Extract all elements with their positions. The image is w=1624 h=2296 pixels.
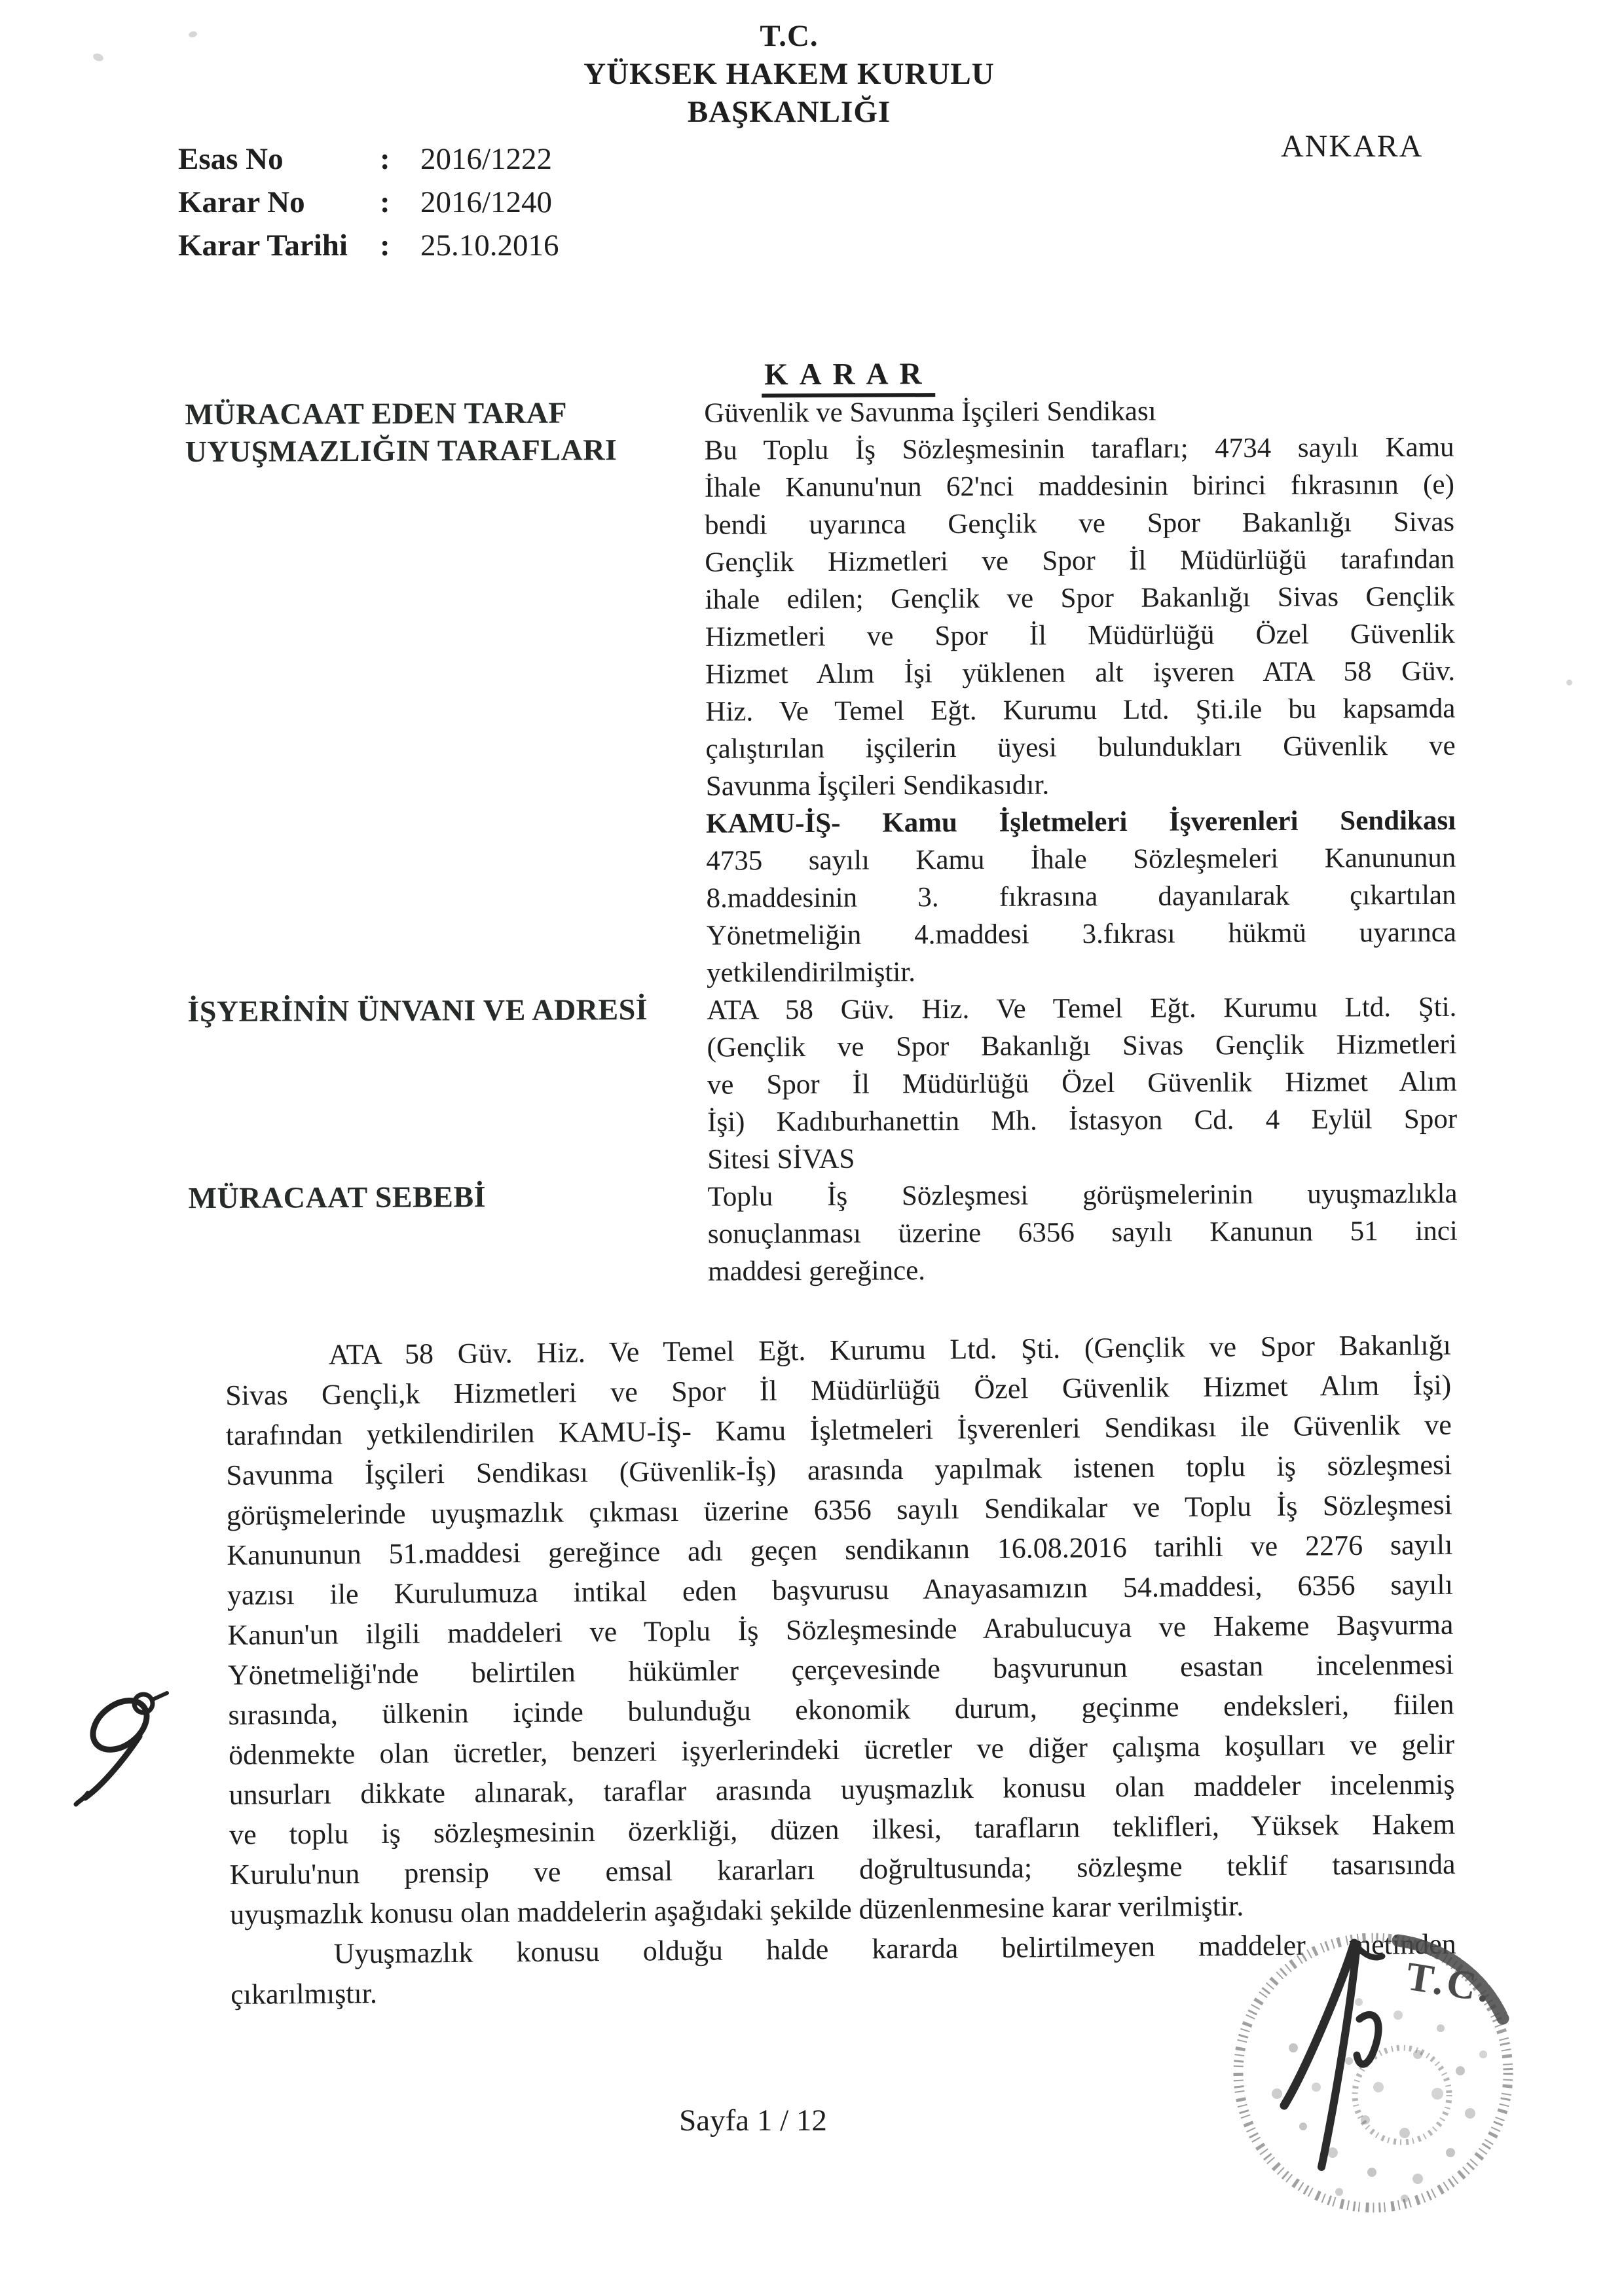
text-line: Hizmet Alım İşi yüklenen alt işveren ATA 58 Güv. bbox=[705, 655, 1456, 690]
letterhead-unit: BAŞKANLIĞI bbox=[687, 95, 891, 129]
case-separator: : bbox=[380, 142, 390, 176]
text-line: Toplu İş Sözleşmesi görüşmelerinin uyuşmazlıkla bbox=[707, 1178, 1458, 1212]
case-info-block bbox=[178, 137, 559, 267]
case-separator: : bbox=[380, 185, 390, 219]
text-line: uyuşmazlık konusu olan maddelerin aşağıdaki şekilde düzenlenmesine karar verilmiştir. bbox=[229, 1889, 1244, 1931]
case-label: Esas No bbox=[178, 142, 284, 176]
text-line: unsurları dikkate alınarak, taraflar arasında uyuşmazlık konusu olan maddeler incelenmiş bbox=[229, 1768, 1455, 1811]
text-line: ATA 58 Güv. Hiz. Ve Temel Eğt. Kurumu Ltd. Şti. bbox=[707, 991, 1457, 1026]
handwritten-paraph bbox=[52, 1650, 282, 1879]
signature-mark bbox=[1284, 1943, 1382, 2167]
case-info-row bbox=[178, 181, 559, 224]
text-line: çalıştırılan işçilerin üyesi bulundukları Güvenlik ve bbox=[705, 730, 1456, 765]
text-line: maddesi gereğince. bbox=[707, 1255, 926, 1287]
text-line: Sivas Gençli,k Hizmetleri ve Spor İl Müdürlüğü Özel Güvenlik Hizmet Alım İşi) bbox=[225, 1368, 1452, 1412]
karar-heading-row bbox=[704, 354, 1454, 395]
karar-heading: KARAR bbox=[762, 356, 936, 397]
text-line: görüşmelerinde uyuşmazlık çıkması üzerine 6356 sayılı Sendikalar ve Toplu İş Sözleşmesi bbox=[226, 1488, 1453, 1532]
case-info-row bbox=[178, 224, 559, 267]
section-label-muracaat-eden-taraf: MÜRACAAT EDEN TARAF bbox=[185, 395, 568, 431]
text-line: (Gençlik ve Spor Bakanlığı Sivas Gençlik Hizmetleri bbox=[707, 1029, 1457, 1063]
stamp-seal-icon bbox=[1208, 1897, 1549, 2238]
letterhead-tc: T.C. bbox=[760, 19, 819, 53]
text-line: Kanununun 51.maddesi gereğince adı geçen sendikanın 16.08.2016 tarihli ve 2276 sayılı bbox=[227, 1528, 1453, 1572]
text-line: ATA 58 Güv. Hiz. Ve Temel Eğt. Kurumu Ltd. Şti. (Gençlik ve Spor Bakanlığı bbox=[328, 1328, 1451, 1371]
text-line: 8.maddesinin 3. fıkrasına dayanılarak çıkartılan bbox=[706, 879, 1456, 914]
decision-section bbox=[0, 354, 1624, 1330]
text-line: KAMU-İŞ- Kamu İşletmeleri İşverenleri Sendikası bbox=[706, 805, 1456, 839]
text-line: yazısı ile Kurulumuza intikal eden başvurusu Anayasamızın 54.maddesi, 6356 sayılı bbox=[227, 1568, 1454, 1612]
text-line: ve Spor İl Müdürlüğü Özel Güvenlik Hizmet Alım bbox=[707, 1066, 1457, 1101]
city-label: ANKARA bbox=[1281, 129, 1424, 164]
text-line: Yönetmeliğin 4.maddesi 3.fıkrası hükmü uyarınca bbox=[706, 917, 1456, 951]
letterhead-organization: YÜKSEK HAKEM KURULU bbox=[583, 57, 995, 91]
section-label-isyerinin-unvani: İŞYERİNİN ÜNVANI VE ADRESİ bbox=[187, 993, 648, 1029]
decision-text-column bbox=[704, 354, 1458, 1290]
text-line: sırasında, ülkenin içinde bulunduğu ekonomik durum, geçinme endeksleri, fiilen bbox=[228, 1688, 1454, 1731]
text-line: yetkilendirilmiştir. bbox=[707, 957, 916, 989]
case-value: 2016/1240 bbox=[420, 185, 553, 219]
text-line: Uyuşmazlık konusu olduğu halde kararda belirtilmeyen maddeler metinden bbox=[333, 1927, 1456, 1970]
case-label: Karar Tarihi bbox=[178, 228, 348, 263]
case-value: 2016/1222 bbox=[420, 142, 553, 176]
text-line: 4735 sayılı Kamu İhale Sözleşmeleri Kanununun bbox=[706, 842, 1456, 877]
text-line: çıkarılmıştır. bbox=[231, 1977, 378, 2011]
text-line: Kanun'un ilgili maddeleri ve Toplu İş Sözleşmesinde Arabulucuya ve Hakeme Başvurma bbox=[227, 1608, 1454, 1652]
section-label-uyusmazligin-taraflari: UYUŞMAZLIĞIN TARAFLARI bbox=[185, 433, 618, 469]
text-line: Hiz. Ve Temel Eğt. Kurumu Ltd. Şti.ile bu kapsamda bbox=[705, 693, 1456, 727]
section-label-muracaat-sebebi: MÜRACAAT SEBEBİ bbox=[188, 1180, 487, 1215]
text-line: bendi uyarınca Gençlik ve Spor Bakanlığı Sivas bbox=[705, 506, 1455, 541]
text-line: Bu Toplu İş Sözleşmesinin tarafları; 4734 sayılı Kamu bbox=[704, 431, 1454, 466]
text-line: Savunma İşçileri Sendikasıdır. bbox=[705, 769, 1050, 802]
text-line: sonuçlanması üzerine 6356 sayılı Kanunun 51 inci bbox=[707, 1215, 1458, 1250]
text-line: Savunma İşçileri Sendikası (Güvenlik-İş) arasında yapılmak istenen toplu iş sözleşmesi bbox=[226, 1448, 1452, 1492]
text-line: Gençlik Hizmetleri ve Spor İl Müdürlüğü tarafından bbox=[705, 543, 1455, 578]
page-number: Sayfa 1 / 12 bbox=[679, 2104, 827, 2138]
text-line: Yönetmeliği'nde belirtilen hükümler çerçevesinde başvurunun esastan incelenmesi bbox=[227, 1648, 1454, 1691]
text-line: Güvenlik ve Savunma İşçileri Sendikası bbox=[704, 395, 1156, 429]
letterhead bbox=[0, 17, 1578, 131]
text-line: ihale edilen; Gençlik ve Spor Bakanlığı Sivas Gençlik bbox=[705, 581, 1455, 615]
case-info-row bbox=[178, 137, 559, 181]
official-stamp bbox=[1208, 1897, 1549, 2238]
case-label: Karar No bbox=[178, 185, 305, 219]
case-separator: : bbox=[380, 228, 390, 263]
stamp-text: T.C. bbox=[1403, 1954, 1496, 2012]
text-line: ödenmekte olan ücretler, benzeri işyerlerindeki ücretler ve diğer çalışma koşulları ve gelir bbox=[228, 1728, 1455, 1771]
text-line: İhale Kanunu'nun 62'nci maddesinin birinci fıkrasının (e) bbox=[704, 469, 1454, 503]
text-line: Kurulu'nun prensip ve emsal kararları doğrultusunda; sözleşme teklif tasarısında bbox=[229, 1848, 1456, 1891]
text-line: Hizmetleri ve Spor İl Müdürlüğü Özel Güvenlik bbox=[705, 618, 1455, 653]
text-line: İşi) Kadıburhanettin Mh. İstasyon Cd. 4 Eylül Spor bbox=[707, 1103, 1458, 1138]
paraph-icon bbox=[52, 1650, 282, 1879]
text-line: tarafından yetkilendirilen KAMU-İŞ- Kamu İşletmeleri İşverenleri Sendikası ile Güvenlik ve bbox=[225, 1408, 1452, 1452]
text-line: Sitesi SİVAS bbox=[707, 1143, 855, 1175]
case-value: 25.10.2016 bbox=[420, 228, 559, 263]
text-line: ve toplu iş sözleşmesinin özerkliği, düzen ilkesi, tarafların teklifleri, Yüksek Hakem bbox=[229, 1808, 1456, 1851]
